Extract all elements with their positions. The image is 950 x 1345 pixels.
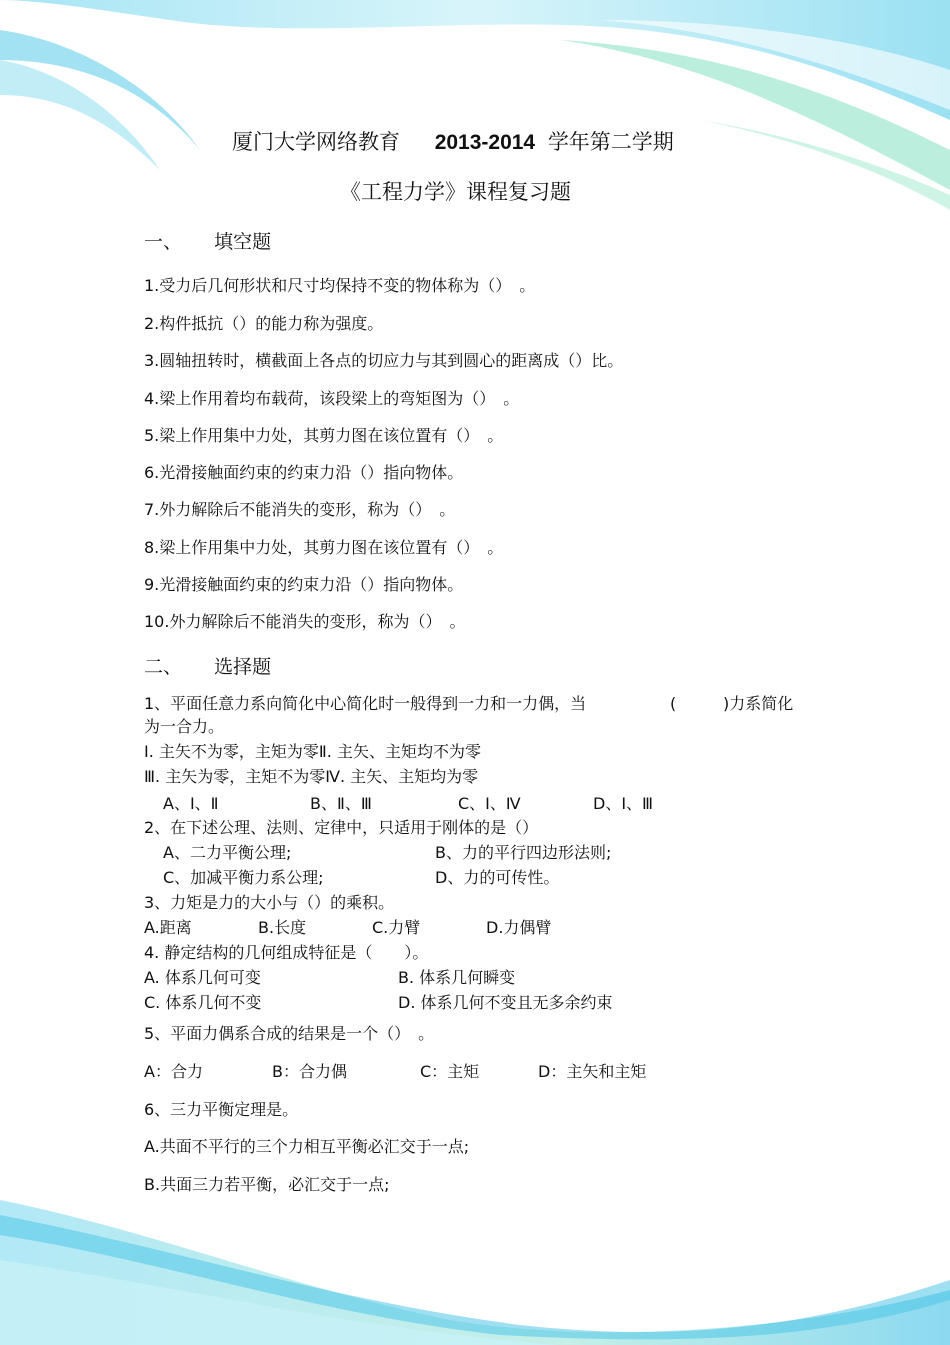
- fill-question-10: 10.外力解除后不能消失的变形，称为（） 。: [144, 612, 466, 631]
- choice-6-option-a: A.共面不平行的三个力相互平衡必汇交于一点;: [144, 1137, 470, 1156]
- fill-question-2: 2.构件抵抗（）的能力称为强度。: [144, 314, 384, 333]
- section-number: 二、: [144, 656, 183, 678]
- fill-question-3: 3.圆轴扭转时，横截面上各点的切应力与其到圆心的距离成（）比。: [144, 351, 624, 370]
- title-school: 厦门大学网络教育: [232, 130, 400, 154]
- choice-question-3: 3、力矩是力的大小与（）的乘积。: [144, 893, 395, 912]
- choice-4-option-c: C. 体系几何不变: [144, 993, 262, 1012]
- choice-3-option-b: B.长度: [258, 918, 307, 937]
- choice-question-1-cond1: Ⅰ. 主矢不为零，主矩为零Ⅱ. 主矢、主矩均不为零: [144, 742, 481, 761]
- choice-4-option-d: D. 体系几何不变且无多余约束: [398, 993, 613, 1012]
- fill-question-6: 6.光滑接触面约束的约束力沿（）指向物体。: [144, 463, 464, 482]
- choice-question-2: 2、在下述公理、法则、定律中，只适用于刚体的是（）: [144, 818, 539, 837]
- choice-5-option-d: D：主矢和主矩: [538, 1062, 647, 1081]
- section-label: 填空题: [214, 231, 272, 253]
- choice-1-option-b: B、Ⅱ、Ⅲ: [310, 794, 372, 813]
- choice-2-option-b: B、力的平行四边形法则;: [435, 843, 612, 862]
- fill-question-7: 7.外力解除后不能消失的变形，称为（） 。: [144, 500, 456, 519]
- fill-question-9: 9.光滑接触面约束的约束力沿（）指向物体。: [144, 575, 464, 594]
- section-number: 一、: [144, 231, 183, 253]
- choice-1-option-d: D、Ⅰ、Ⅲ: [593, 794, 654, 813]
- choice-question-6: 6、三力平衡定理是。: [144, 1100, 299, 1119]
- choice-2-option-a: A、二力平衡公理;: [163, 843, 292, 862]
- choice-5-option-a: A：合力: [144, 1062, 203, 1081]
- section-heading-multiple-choice: [144, 655, 271, 679]
- choice-question-1-paren: (: [670, 694, 677, 713]
- fill-question-5: 5.梁上作用集中力处，其剪力图在该位置有（） 。: [144, 426, 504, 445]
- fill-question-8: 8.梁上作用集中力处，其剪力图在该位置有（） 。: [144, 538, 504, 557]
- choice-question-1-end: )力系简化: [723, 694, 794, 713]
- choice-1-option-c: C、Ⅰ、Ⅳ: [458, 794, 521, 813]
- choice-2-option-d: D、力的可传性。: [435, 868, 560, 887]
- choice-1-option-a: A、Ⅰ、Ⅱ: [163, 794, 219, 813]
- fill-question-4: 4.梁上作用着均布载荷，该段梁上的弯矩图为（） 。: [144, 389, 520, 408]
- document-subtitle: 《工程力学》课程复习题: [340, 180, 571, 204]
- choice-5-option-c: C：主矩: [420, 1062, 480, 1081]
- title-year: 2013-2014: [434, 131, 536, 154]
- choice-question-1-cond2: Ⅲ. 主矢为零，主矩不为零Ⅳ. 主矢、主矩均为零: [144, 767, 479, 786]
- choice-question-5: 5、平面力偶系合成的结果是一个（） 。: [144, 1024, 435, 1043]
- choice-6-option-b: B.共面三力若平衡，必汇交于一点;: [144, 1175, 390, 1194]
- choice-4-option-b: B. 体系几何瞬变: [398, 968, 516, 987]
- choice-4-option-a: A. 体系几何可变: [144, 968, 261, 987]
- choice-3-option-c: C.力臂: [372, 918, 421, 937]
- choice-3-option-d: D.力偶臂: [486, 918, 552, 937]
- choice-2-option-c: C、加减平衡力系公理;: [163, 868, 324, 887]
- choice-question-1-cont: 为一合力。: [144, 717, 225, 736]
- section-heading-fill-blank: [144, 230, 271, 254]
- choice-3-option-a: A.距离: [144, 918, 192, 937]
- choice-question-1: 1、平面任意力系向简化中心简化时一般得到一力和一力偶，当: [144, 694, 587, 713]
- choice-5-option-b: B：合力偶: [272, 1062, 347, 1081]
- fill-question-1: 1.受力后几何形状和尺寸均保持不变的物体称为（） 。: [144, 276, 536, 295]
- choice-question-4: 4. 静定结构的几何组成特征是（ ）。: [144, 943, 429, 962]
- document-title: [232, 129, 674, 156]
- title-term: 学年第二学期: [547, 130, 674, 154]
- section-label: 选择题: [214, 656, 272, 678]
